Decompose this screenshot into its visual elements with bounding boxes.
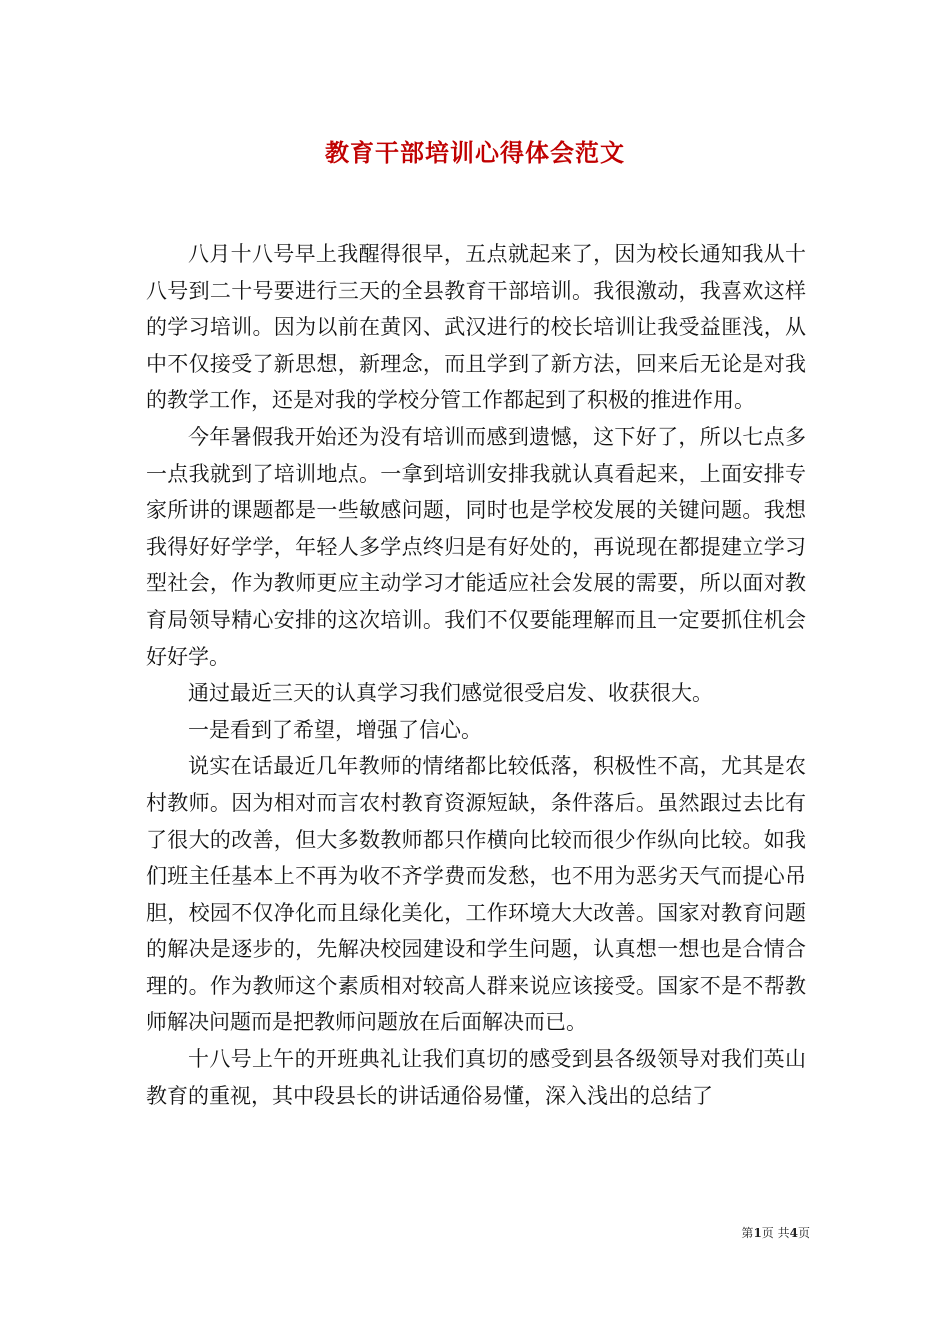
document-body <box>146 236 806 1114</box>
paragraph: 今年暑假我开始还为没有培训而感到遗憾，这下好了，所以七点多一点我就到了培训地点。一拿到培训安排我就认真看起来，上面安排专家所讲的课题都是一些敏感问题，同时也是学校发展的关键问题。我想我得好好学学，年轻人多学点终归是有好处的，再说现在都提建立学习型社会，作为教师更应主动学习才能适应社会发展的需要，所以面对教育局领导精心安排的这次培训。我们不仅要能理解而且一定要抓住机会好好学。 <box>146 424 806 669</box>
paragraph: 一是看到了希望，增强了信心。 <box>188 717 482 742</box>
total-pages-number: 4 <box>789 1226 798 1240</box>
paragraph: 说实在话最近几年教师的情绪都比较低落，积极性不高，尤其是农村教师。因为相对而言农村教育资源短缺，条件落后。虽然跟过去比有了很大的改善，但大多数教师都只作横向比较而很少作纵向比较。如我们班主任基本上不再为收不齐学费而发愁，也不用为恶劣天气而提心吊胆，校园不仅净化而且绿化美化，工作环境大大改善。国家对教育问题的解决是逐步的，先解决校园建设和学生问题，认真想一想也是合情合理的。作为教师这个素质相对较高人群来说应该接受。国家不是不帮教师解决问题而是把教师问题放在后面解决而已。 <box>146 754 806 1035</box>
footer-middle: 页 共 <box>761 1226 790 1240</box>
page-title: 教育干部培训心得体会范文 <box>325 138 625 167</box>
page-number-footer <box>690 1224 810 1241</box>
paragraph: 十八号上午的开班典礼让我们真切的感受到县各级领导对我们英山教育的重视，其中段县长的讲话通俗易懂，深入浅出的总结了 <box>146 1047 806 1108</box>
current-page-number: 1 <box>753 1226 762 1240</box>
footer-suffix: 页 <box>797 1226 810 1240</box>
paragraph: 通过最近三天的认真学习我们感觉很受启发、收获很大。 <box>188 681 713 706</box>
paragraph: 八月十八号早上我醒得很早，五点就起来了，因为校长通知我从十八号到二十号要进行三天的全县教育干部培训。我很激动，我喜欢这样的学习培训。因为以前在黄冈、武汉进行的校长培训让我受益匪浅，从中不仅接受了新思想，新理念，而且学到了新方法，回来后无论是对我的教学工作，还是对我的学校分管工作都起到了积极的推进作用。 <box>146 242 806 413</box>
footer-prefix: 第 <box>741 1226 754 1240</box>
